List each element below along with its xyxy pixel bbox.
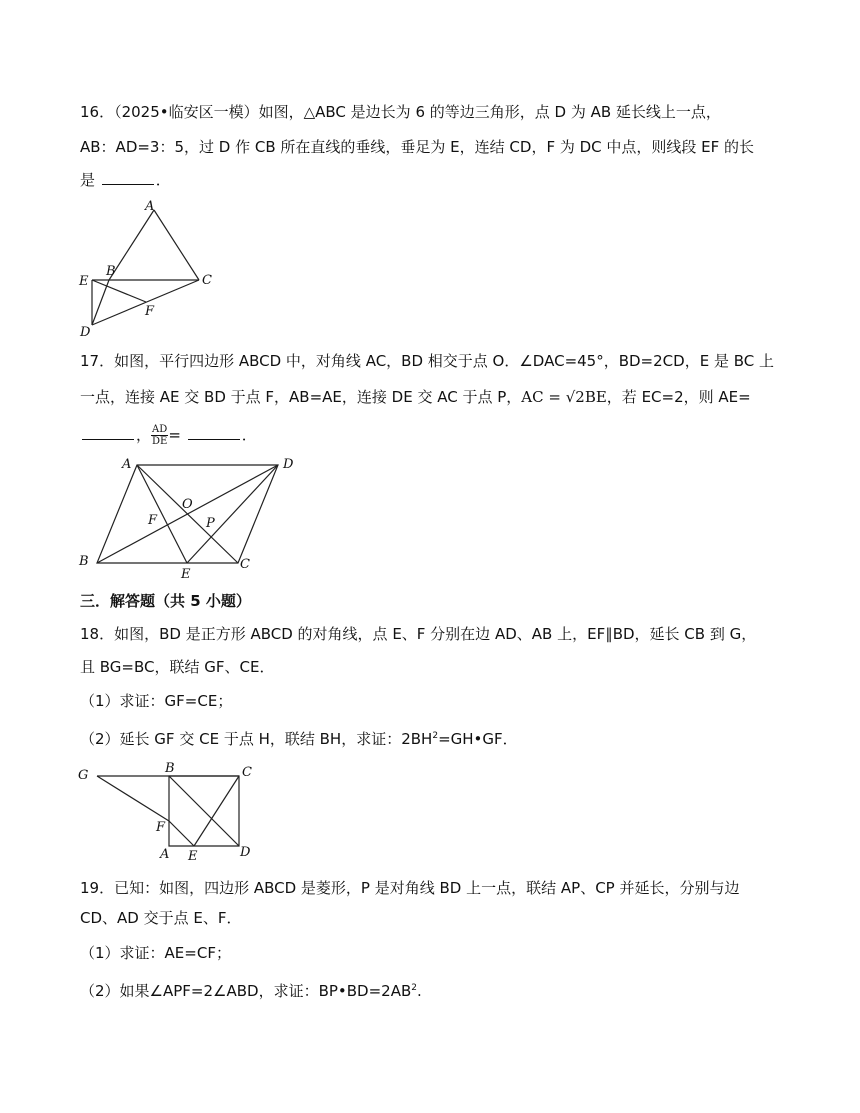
q18-part-2	[80, 726, 518, 749]
q18-label-D: D	[240, 845, 251, 860]
q17-label-O: O	[182, 497, 193, 512]
q17-line-2-prefix: 一点，连接 AE 交 BD 于点 F，AB=AE，连接 DE 交 AC 于点 P，	[80, 388, 522, 406]
q18-line-1: 18．如图，BD 是正方形 ABCD 的对角线，点 E、F 分别在边 AD、AB 上，EF∥BD，延长 CB 到 G，	[80, 625, 757, 643]
q16-line-3	[80, 170, 171, 190]
q18-label-E: E	[188, 849, 198, 864]
q17-separator: ，	[136, 426, 152, 444]
q17-line-2	[80, 387, 751, 407]
q16-label-A: A	[145, 199, 155, 214]
q16-label-E: E	[79, 274, 89, 289]
q17-diagonal-BD	[97, 465, 278, 563]
q19-line-1: 19．已知：如图，四边形 ABCD 是菱形，P 是对角线 BD 上一点，联结 AP、CP 并延长，分别与边	[80, 879, 740, 897]
q18-diagonal-BD	[169, 776, 239, 846]
q16-label-B: B	[106, 264, 116, 279]
q18-label-A: A	[160, 847, 170, 862]
q18-part-2-prefix: （2）延长 GF 交 CE 于点 H，联结 BH，求证：2BH	[80, 730, 433, 748]
q17-frac-num: AD	[152, 424, 168, 435]
q17-label-A: A	[122, 457, 132, 472]
q16-label-F: F	[145, 304, 155, 319]
q19-part-1: （1）求证：AE=CF；	[80, 944, 231, 962]
q17-label-C: C	[240, 557, 250, 572]
q17-answer-blank-1[interactable]	[82, 425, 134, 440]
q18-segment-GF	[97, 776, 169, 821]
q18-label-B: B	[165, 761, 175, 776]
q19-part-2-suffix: .	[417, 982, 422, 1000]
q16-segment-AC	[154, 210, 199, 280]
q16-line-2: AB：AD=3：5，过 D 作 CB 所在直线的垂线，垂足为 E，连结 CD，F 为 DC 中点，则线段 EF 的长	[80, 138, 755, 156]
q17-formula: AC = √2BE	[521, 388, 607, 406]
q16-line-1: 16．（2025•临安区一模）如图，△ABC 是边长为 6 的等边三角形，点 D 为 AB 延长线上一点，	[80, 103, 721, 121]
q17-line-1: 17．如图，平行四边形 ABCD 中，对角线 AC，BD 相交于点 O．∠DAC=45°，BD=2CD，E 是 BC 上	[80, 352, 774, 370]
q17-fraction	[151, 424, 168, 447]
q18-square-ABCD	[169, 776, 239, 846]
q16-segment-EF	[92, 280, 146, 302]
q19-part-2	[80, 978, 422, 1001]
q17-label-P: P	[206, 516, 215, 531]
q17-line-3-suffix: ．	[241, 426, 257, 444]
q18-label-C: C	[242, 765, 252, 780]
q17-parallelogram	[97, 465, 278, 563]
q16-label-D: D	[80, 325, 91, 340]
q16-answer-blank[interactable]	[102, 170, 154, 185]
q18-part-2-sup: 2	[432, 731, 439, 741]
q16-segment-CD	[92, 280, 199, 325]
q17-answer-blank-2[interactable]	[188, 425, 240, 440]
q19-part-2-prefix: （2）如果∠APF=2∠ABD，求证：BP•BD=2AB	[80, 982, 412, 1000]
q17-label-D: D	[283, 457, 294, 472]
q18-segment-EF	[169, 821, 194, 846]
q18-part-1: （1）求证：GF=CE；	[80, 692, 233, 710]
q18-segment-CE	[194, 776, 239, 846]
q16-segment-AB	[109, 210, 154, 280]
q17-line-3	[80, 424, 257, 447]
q18-line-2: 且 BG=BC，联结 GF、CE．	[80, 658, 275, 676]
q17-label-F: F	[148, 513, 158, 528]
q19-line-2: CD、AD 交于点 E、F．	[80, 909, 242, 927]
q17-line-2-suffix: ，若 EC=2，则 AE=	[606, 388, 751, 406]
q17-segment-DE	[187, 465, 278, 563]
q16-line-3-suffix: ．	[155, 171, 171, 189]
q17-frac-den: DE	[152, 436, 168, 447]
section-3-heading: 三．解答题（共 5 小题）	[80, 592, 251, 610]
q16-label-C: C	[202, 273, 212, 288]
q18-part-2-suffix: =GH•GF．	[438, 730, 518, 748]
q19-part-2-sup: 2	[411, 983, 418, 993]
q17-diagonal-AC	[137, 465, 238, 563]
q17-segment-AE	[137, 465, 187, 563]
q16-segment-BD	[92, 280, 109, 325]
q17-equals: =	[168, 426, 181, 444]
q18-label-G: G	[78, 768, 89, 783]
q17-label-E: E	[181, 567, 191, 582]
q17-label-B: B	[79, 554, 89, 569]
q16-line-3-prefix: 是	[80, 171, 96, 189]
q18-label-F: F	[156, 820, 166, 835]
